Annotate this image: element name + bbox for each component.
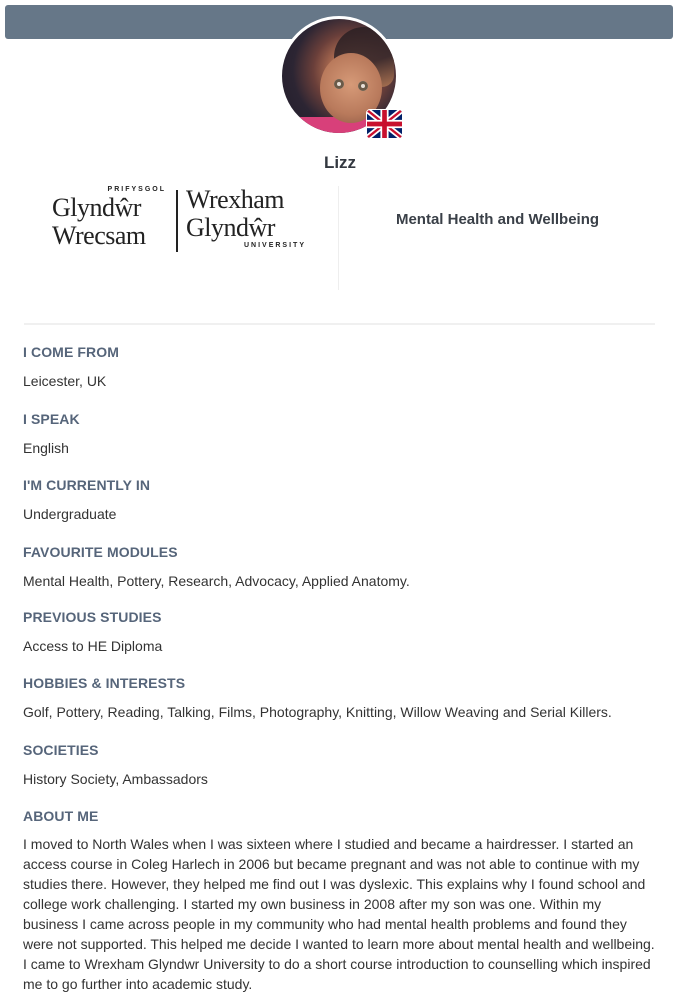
section-label: I COME FROM (23, 344, 119, 360)
section-label: HOBBIES & INTERESTS (23, 675, 186, 691)
section-societies (23, 741, 655, 788)
section-label: I'M CURRENTLY IN (23, 477, 151, 493)
section-hobbies (23, 674, 655, 721)
uk-flag-icon (366, 109, 403, 139)
logo-english-line1: Wrexham (186, 185, 284, 214)
avatar-eye-right (358, 81, 368, 91)
section-value: Undergraduate (23, 506, 117, 522)
avatar-eye-left (334, 79, 344, 89)
section-value: History Society, Ambassadors (23, 771, 208, 787)
section-value: English (23, 440, 69, 456)
section-label: ABOUT ME (23, 808, 99, 824)
logo-course-separator (338, 186, 339, 290)
profile-name: Lizz (323, 153, 357, 172)
section-about-me (23, 807, 655, 994)
logo-welsh (52, 186, 168, 250)
section-label: I SPEAK (23, 411, 80, 427)
section-value: Leicester, UK (23, 373, 107, 389)
section-previous-studies (23, 608, 655, 655)
section-come-from (23, 343, 655, 390)
logo-welsh-line2: Wrecsam (52, 221, 146, 250)
logo-english (186, 186, 308, 250)
section-value: Golf, Pottery, Reading, Talking, Films, Photography, Knitting, Willow Weaving and Serial Killers. (23, 704, 612, 720)
logo-divider (176, 190, 178, 252)
section-label: PREVIOUS STUDIES (23, 609, 162, 625)
logo-welsh-small: PRIFYSGOL (107, 186, 166, 193)
section-value: Access to HE Diploma (23, 638, 163, 654)
section-label: FAVOURITE MODULES (23, 544, 178, 560)
section-speak (23, 410, 655, 457)
logo-english-small: UNIVERSITY (243, 242, 306, 249)
university-logo (52, 186, 308, 258)
about-me-text: I moved to North Wales when I was sixteen where I studied and became a hairdresser. I started an access course in Coleg Harlech in 2006 but became pregnant and was not able to continue with my studies there. However, they helped me find out I was dyslexic. This explains why I found school and college work challenging. I started my own business in 2008 after my son was one. Within my business I came across people in my community who had mental health problems and found they were not supported. This helped me decide I wanted to learn more about mental health and wellbeing. I came to Wrexham Glyndwr University to do a short course introduction to counselling which inspired me to go further into academic study. (23, 836, 655, 992)
section-currently-in (23, 476, 655, 523)
logo-english-line2: Glyndŵr (186, 213, 275, 242)
section-label: SOCIETIES (23, 742, 99, 758)
section-favourite-modules (23, 543, 655, 590)
course-name: Mental Health and Wellbeing (395, 211, 600, 228)
section-value: Mental Health, Pottery, Research, Advocacy, Applied Anatomy. (23, 573, 410, 589)
logo-welsh-line1: Glyndŵr (52, 193, 141, 222)
section-divider (24, 323, 655, 325)
